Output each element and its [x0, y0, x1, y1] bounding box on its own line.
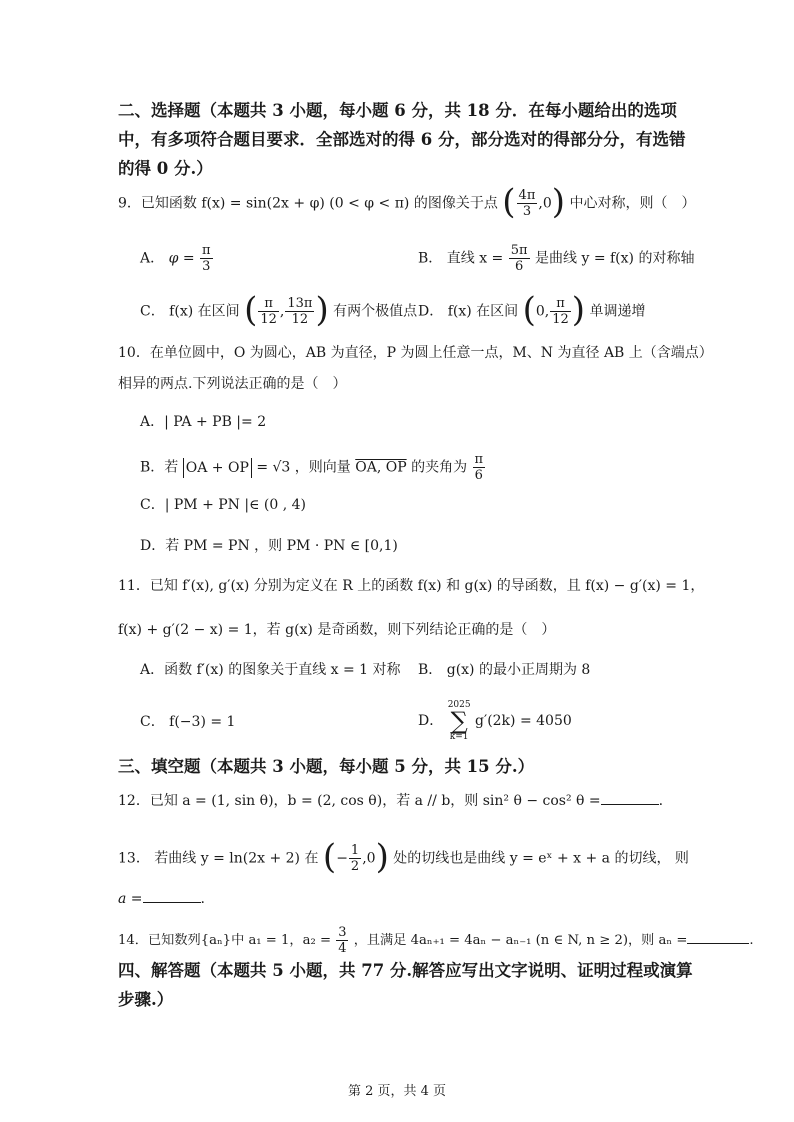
denominator: 12	[260, 312, 277, 327]
numerator: 13π	[287, 296, 313, 311]
q12-answer-blank[interactable]	[601, 792, 659, 805]
fraction	[200, 243, 213, 274]
sigma-symbol: ∑	[450, 707, 468, 735]
option-expr: g′(2k) = 4050	[475, 713, 572, 729]
section-4-line-1: 四、解答题（本题共 5 小题，共 77 分.解答应写出文字说明、证明过程或演算	[118, 961, 693, 980]
denominator: 12	[291, 312, 309, 327]
sum-lower: k=1	[449, 732, 469, 742]
q9-point-fraction	[517, 188, 538, 219]
page-footer: 第 2 页，共 4 页	[347, 1084, 447, 1099]
q10-option-a[interactable]: A．| PA + PB |= 2	[140, 414, 267, 430]
fraction	[550, 296, 571, 327]
option-text: 的夹角为	[411, 459, 468, 476]
section-4-line-2: 步骤.）	[118, 990, 174, 1009]
option-text: = √3 ，则向量	[256, 459, 351, 476]
q9-stem-end: 中心对称，则（ ）	[569, 195, 696, 212]
q11-option-d[interactable]	[418, 700, 572, 742]
denominator: 2	[350, 859, 360, 874]
q12-end: .	[658, 793, 664, 809]
option-text: 是曲线 y = f(x) 的对称轴	[535, 250, 695, 267]
paren-right: )	[571, 289, 586, 330]
vectors: OA, OP	[355, 459, 407, 476]
q14-answer-blank[interactable]	[687, 931, 749, 944]
q14-end: .	[749, 933, 754, 948]
section-2-heading	[118, 96, 685, 183]
option-expr: φ =	[168, 250, 195, 267]
denominator: 4	[338, 941, 347, 956]
question-10-line-1: 10．在单位圆中，O 为圆心，AB 为直径，P 为圆上任意一点，M、N 为直径 AB 上（含端点）	[118, 345, 713, 361]
section-4-heading	[118, 956, 693, 1014]
sum-upper: 2025	[447, 700, 471, 710]
option-text: f(x) 在区间	[447, 303, 519, 320]
q14-text: ，且满足 4aₙ₊₁ = 4aₙ − aₙ₋₁ (n ∈ N, n ≥ 2)，则 aₙ =	[353, 933, 688, 948]
numerator: π	[258, 296, 279, 312]
section-3-heading: 三、填空题（本题共 3 小题，每小题 5 分，共 15 分.）	[118, 757, 535, 776]
question-11-line-1: 11．已知 f′(x), g′(x) 分别为定义在 R 上的函数 f(x) 和 g(x) 的导函数，且 f(x) − g′(x) = 1，	[118, 578, 705, 594]
option-text: 有两个极值点	[333, 303, 418, 320]
numerator: 4π	[518, 188, 536, 203]
option-text: 直线 x =	[446, 250, 504, 267]
option-label: B．	[418, 250, 443, 267]
fraction	[336, 925, 348, 956]
q13-end: .	[200, 891, 205, 907]
denominator: 3	[522, 204, 532, 219]
q9-stem-text: 9．已知函数 f(x) = sin(2x + φ) (0 < φ < π) 的图像关于点	[118, 195, 498, 212]
paren-right: )	[315, 289, 329, 330]
q13-text: 处的切线也是曲线 y = eˣ + x + a 的切线， 则	[393, 850, 689, 867]
question-9-stem	[118, 181, 696, 222]
fraction	[349, 843, 361, 874]
q9-option-b[interactable]	[418, 243, 694, 274]
q11-option-a[interactable]: A．函数 f′(x) 的图象关于直线 x = 1 对称	[140, 662, 401, 678]
paren-left: (	[502, 181, 516, 222]
q12-text: 12．已知 a = (1, sin θ)，b = (2, cos θ)，若 a // b，则 sin² θ − cos² θ =	[118, 793, 601, 809]
option-label: A．	[140, 250, 165, 267]
numerator: π	[474, 452, 484, 467]
q9-point-rest: ,0	[538, 195, 552, 212]
minus-sign: −	[336, 850, 348, 867]
q9-option-c[interactable]: C． f(x) 在区间 ( $\frac{\pi}{12}$ , $\frac{13\pi}{12}$ ) 有两个极值点	[140, 289, 418, 330]
question-13	[118, 836, 689, 877]
denominator: 6	[515, 259, 524, 274]
fraction	[473, 452, 486, 483]
option-text: 单调递增	[589, 303, 646, 320]
interval-start: 0,	[535, 303, 550, 320]
point-rest: ,0	[362, 850, 376, 867]
paren-left: (	[522, 289, 536, 330]
fraction	[258, 296, 279, 327]
q9-option-d[interactable]	[418, 289, 646, 330]
question-10-line-2: 相异的两点.下列说法正确的是（ ）	[118, 376, 347, 392]
q13-text: 13． 若曲线 y = ln(2x + 2) 在	[118, 850, 319, 867]
section-2-line-1: 二、选择题（本题共 3 小题，每小题 6 分，共 18 分．在每小题给出的选项	[118, 101, 677, 120]
numerator: π	[550, 296, 571, 312]
option-label: D．	[418, 713, 444, 729]
q11-option-c[interactable]: C． f(−3) = 1	[140, 714, 236, 730]
q13-answer-blank[interactable]	[143, 890, 201, 903]
denominator: 12	[552, 312, 569, 327]
paren-left: (	[244, 289, 258, 330]
numerator: 1	[350, 843, 360, 858]
numerator: 3	[338, 925, 347, 940]
q10-option-c[interactable]: C．| PM + PN |∈ (0 , 4)	[140, 497, 307, 513]
q14-text: 14．已知数列{aₙ}中 a₁ = 1，a₂ =	[118, 933, 331, 948]
q10-option-d[interactable]: D．若 PM = PN ，则 PM · PN ∈ [0,1)	[140, 538, 398, 554]
numerator: π	[202, 243, 211, 258]
denominator: 3	[202, 259, 211, 274]
fraction	[509, 243, 530, 274]
q10-option-b[interactable]	[140, 452, 486, 483]
section-2-line-2: 中，有多项符合题目要求．全部选对的得 6 分，部分选对的得部分分，有选错	[118, 130, 686, 149]
vector-abs: OA + OP	[183, 458, 252, 478]
question-11-line-2: f(x) + g′(2 − x) = 1，若 g(x) 是奇函数，则下列结论正确的是（ ）	[118, 622, 556, 638]
summation	[448, 700, 471, 742]
option-label: C．	[140, 303, 165, 320]
paren-left: (	[322, 836, 337, 877]
q9-option-a[interactable]	[140, 243, 214, 274]
option-label: D．	[418, 303, 444, 320]
denominator: 6	[474, 468, 483, 483]
option-text: B．若	[140, 459, 179, 476]
question-12	[118, 791, 663, 811]
section-2-line-3: 的得 0 分.）	[118, 159, 213, 178]
option-text: f(x) 在区间	[169, 303, 240, 320]
paren-right: )	[375, 836, 389, 877]
q13-var: a =	[118, 891, 143, 907]
q11-option-b[interactable]: B． g(x) 的最小正周期为 8	[418, 662, 591, 678]
numerator: 5π	[510, 243, 528, 258]
fraction	[285, 296, 314, 327]
question-14	[118, 925, 754, 956]
question-13-answer	[118, 889, 205, 909]
paren-right: )	[551, 181, 565, 222]
